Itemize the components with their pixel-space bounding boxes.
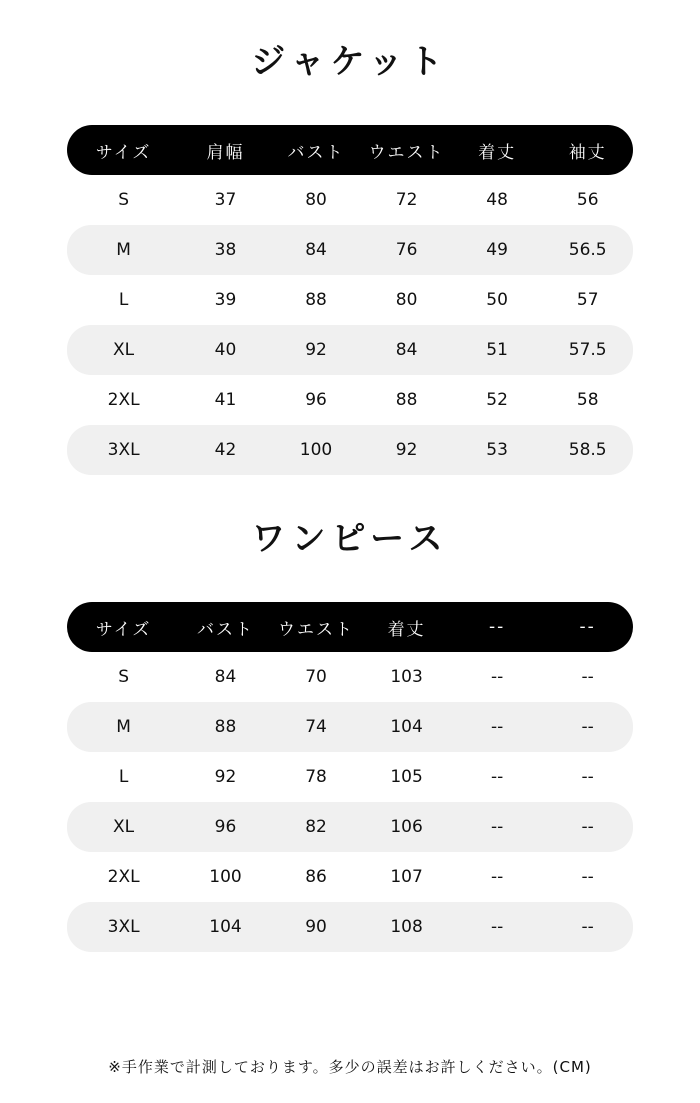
cell-length: 103 [390, 667, 423, 687]
cell-shoulder: 42 [214, 440, 237, 460]
section-title-dress: ワンピース [251, 519, 449, 559]
cell-length: 50 [486, 290, 508, 310]
cell-shoulder: 41 [214, 390, 237, 410]
cell-size: 3XL [107, 440, 140, 460]
cell-waist: 80 [395, 290, 418, 310]
table-row [67, 325, 633, 375]
cell-bust: 80 [305, 190, 327, 210]
cell-empty-2: -- [581, 917, 594, 937]
table-body-jacket [67, 175, 633, 475]
cell-size: 2XL [107, 390, 140, 410]
cell-empty-1: -- [490, 917, 504, 937]
table-header-row [67, 125, 633, 175]
column-header-length: 着丈 [387, 619, 426, 640]
cell-empty-1: -- [490, 767, 504, 787]
cell-sleeve: 58.5 [568, 440, 607, 460]
measurement-disclaimer: ※手作業で計測しております。多少の誤差はお許しください。(CM) [108, 1058, 592, 1076]
cell-length: 53 [486, 440, 508, 460]
cell-waist: 70 [305, 667, 327, 687]
table-row [67, 425, 633, 475]
cell-sleeve: 58 [576, 390, 599, 410]
cell-size: M [116, 717, 131, 737]
size-table-jacket [67, 125, 633, 475]
cell-length: 52 [486, 390, 508, 410]
cell-bust: 96 [214, 817, 237, 837]
cell-waist: 86 [305, 867, 327, 887]
column-header-empty-2: -- [579, 617, 596, 637]
cell-shoulder: 38 [214, 240, 237, 260]
column-header-waist: ウエスト [278, 619, 355, 640]
cell-bust: 96 [305, 390, 327, 410]
cell-length: 49 [486, 240, 508, 260]
column-header-size: サイズ [95, 142, 152, 163]
cell-waist: 84 [395, 340, 418, 360]
table-header-row [67, 602, 633, 652]
cell-sleeve: 56.5 [568, 240, 607, 260]
cell-empty-1: -- [490, 717, 504, 737]
table-row [67, 375, 633, 425]
cell-empty-2: -- [581, 867, 594, 887]
cell-size: L [118, 767, 129, 787]
cell-size: 3XL [107, 917, 140, 937]
cell-size: M [116, 240, 131, 260]
cell-size: XL [113, 340, 135, 360]
table-header-dress [67, 602, 633, 652]
cell-sleeve: 57.5 [568, 340, 607, 360]
column-header-waist: ウエスト [368, 142, 445, 163]
cell-empty-1: -- [490, 867, 504, 887]
section-jacket [0, 0, 700, 475]
table-row [67, 275, 633, 325]
cell-length: 51 [486, 340, 508, 360]
cell-length: 105 [390, 767, 423, 787]
column-header-sleeve: 袖丈 [568, 142, 607, 163]
cell-bust: 92 [305, 340, 327, 360]
table-row [67, 225, 633, 275]
cell-empty-2: -- [581, 717, 594, 737]
cell-empty-2: -- [581, 667, 594, 687]
cell-bust: 100 [209, 867, 242, 887]
section-title-jacket: ジャケット [251, 42, 449, 82]
cell-size: 2XL [107, 867, 140, 887]
cell-waist: 88 [395, 390, 418, 410]
size-table-dress [67, 602, 633, 952]
cell-bust: 88 [214, 717, 237, 737]
table-row [67, 702, 633, 752]
cell-length: 104 [390, 717, 423, 737]
cell-bust: 84 [305, 240, 327, 260]
cell-bust: 100 [299, 440, 333, 460]
cell-shoulder: 37 [214, 190, 237, 210]
cell-bust: 92 [214, 767, 237, 787]
cell-shoulder: 40 [214, 340, 237, 360]
cell-waist: 74 [305, 717, 327, 737]
cell-empty-1: -- [490, 667, 504, 687]
cell-size: XL [113, 817, 135, 837]
table-row [67, 802, 633, 852]
cell-empty-1: -- [490, 817, 504, 837]
cell-waist: 72 [395, 190, 418, 210]
cell-length: 108 [390, 917, 423, 937]
cell-bust: 84 [214, 667, 237, 687]
table-row [67, 852, 633, 902]
column-header-bust: バスト [287, 142, 345, 163]
size-table-dress-wrapper [67, 602, 633, 952]
table-header-jacket [67, 125, 633, 175]
cell-waist: 82 [305, 817, 327, 837]
table-row [67, 902, 633, 952]
table-row [67, 652, 633, 702]
cell-empty-2: -- [581, 817, 594, 837]
column-header-size: サイズ [95, 619, 152, 640]
table-row [67, 175, 633, 225]
cell-waist: 78 [305, 767, 327, 787]
cell-sleeve: 57 [576, 290, 599, 310]
section-dress [0, 475, 700, 952]
cell-empty-2: -- [581, 767, 594, 787]
column-header-length: 着丈 [478, 142, 517, 163]
cell-waist: 90 [305, 917, 327, 937]
size-table-jacket-wrapper [67, 125, 633, 475]
cell-size: L [118, 290, 129, 310]
cell-length: 107 [390, 867, 423, 887]
cell-size: S [118, 190, 129, 210]
cell-sleeve: 56 [576, 190, 599, 210]
cell-bust: 104 [209, 917, 242, 937]
cell-length: 106 [390, 817, 423, 837]
column-header-bust: バスト [196, 619, 254, 640]
cell-waist: 92 [395, 440, 418, 460]
column-header-shoulder: 肩幅 [206, 142, 245, 163]
column-header-empty-1: -- [488, 617, 506, 637]
cell-length: 48 [486, 190, 508, 210]
table-body-dress [67, 652, 633, 952]
table-row [67, 752, 633, 802]
cell-bust: 88 [305, 290, 327, 310]
cell-size: S [118, 667, 129, 687]
cell-shoulder: 39 [214, 290, 237, 310]
cell-waist: 76 [395, 240, 418, 260]
